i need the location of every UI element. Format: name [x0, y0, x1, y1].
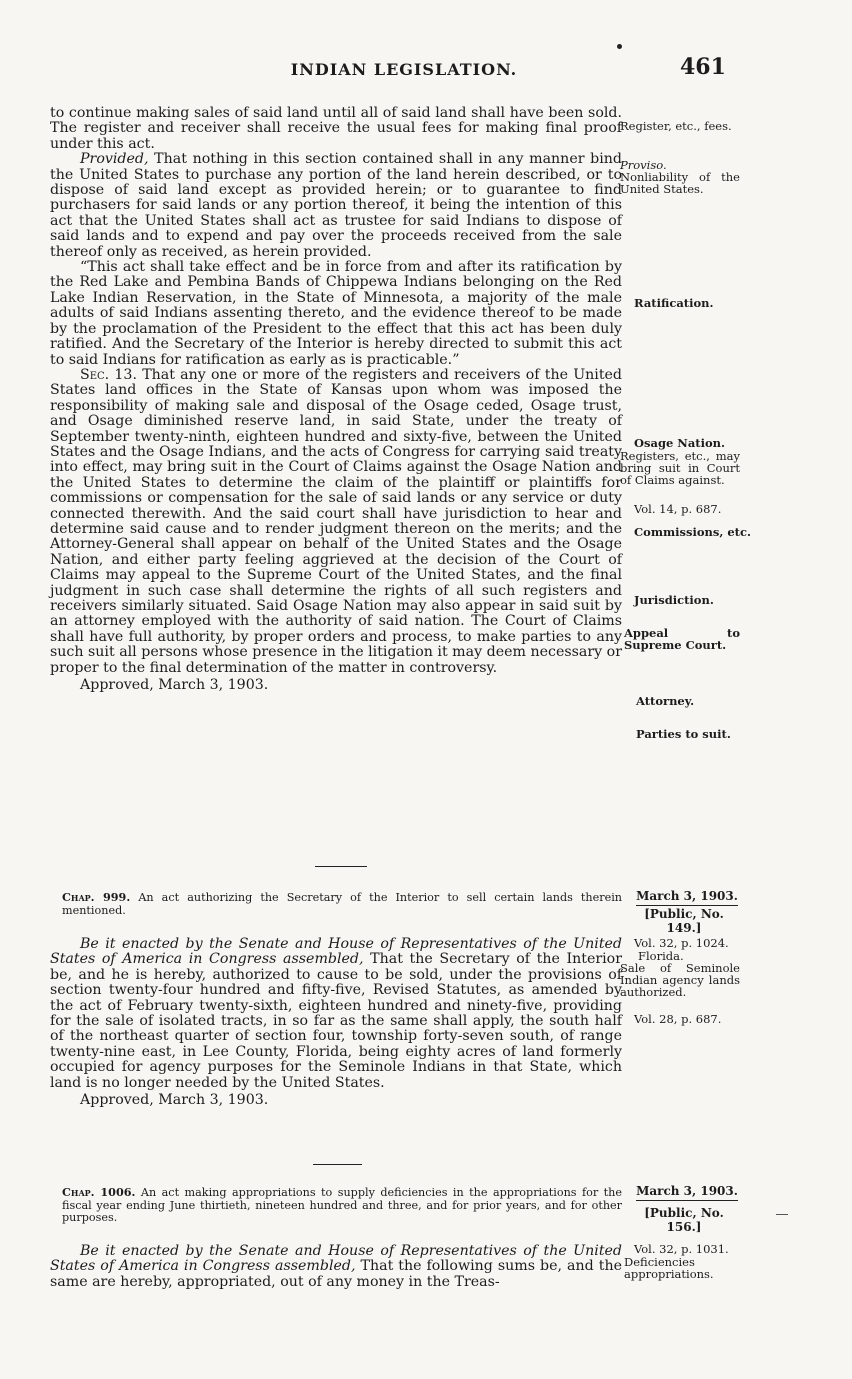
note-commissions: Commissions, etc. [634, 525, 751, 539]
chapter-1006-heading [62, 1186, 622, 1225]
note-osage-nation: Osage Nation. [634, 436, 725, 450]
note-appeal: Appeal to Supreme Court. [624, 626, 740, 652]
paragraph-seminole-sale [50, 937, 622, 1091]
note-vol32-1031: Vol. 32, p. 1031. [634, 1242, 729, 1256]
chapter-999-title: An act authorizing the Secretary of the Interior to sell certain lands therein mentioned. [62, 891, 622, 917]
note-seminole: Sale of Seminole Indian agency lands authorized. [620, 961, 740, 999]
note-vol28: Vol. 28, p. 687. [634, 1012, 722, 1026]
chapter-1006-date: March 3, 1903. [636, 1184, 738, 1198]
main-text-block-1 [50, 106, 622, 693]
paragraph-final-proof: to continue making sales of said land until all of said land shall have been sold. The register and receiver shall receive the usual fees for making final proof under this act. [50, 105, 622, 152]
section-13-text: That any one or more of the registers and receivers of the United States land offices in the State of Kansas upon whom was imposed the responsibility of making sale and disposal of the Osage ceded, Osage trust, and Osage diminished reserve land, in said State, under the treaty of September twenty-ninth, eighteen hundred and sixty-five, between the United States and the Osage Indians, and the acts of Congress for carrying said treaty into effect, may bring suit in the Court of Claims against the Osage Nation and the United States to determine the claim of the plaintiff or plaintiffs for commissions or compensation for the sale of said lands or any service or duty connected therewith. And the said court shall have jurisdiction to hear and determine said cause and to render judgment thereon on the merits; and the Attorney-General shall appear on behalf of the United States and the Osage Nation, and either party feeling aggrieved at the decision of the Court of Claims may appeal to the Supreme Court of the United States, and the final judgment in such case shall determine the rights of all such registers and receivers similarly situated. Said Osage Nation may also appear in said suit by an attorney employed with the authority of said nation. The Court of Claims shall have full authority, by proper orders and process, to make parties to any such suit all persons whose presence in the litigation it may deem necessary or proper to the final determination of the matter in controversy. [50, 366, 622, 676]
chapter-999-number: Chap. 999. [62, 890, 131, 904]
margin-tick [776, 1214, 788, 1215]
chapter-1006-public-number: [Public, No. 156.] [644, 1206, 724, 1234]
paragraph-section-13 [50, 368, 622, 676]
deficiencies-text: That the following sums be, and the same are hereby, appropriated, out of any money in the Treas- [50, 1258, 622, 1290]
note-attorney: Attorney. [636, 694, 695, 708]
approved-line-2: Approved, March 3, 1903. [80, 1092, 269, 1109]
note-florida: Florida. [638, 949, 684, 963]
note-jurisdiction: Jurisdiction. [634, 593, 714, 607]
section-divider [313, 1164, 362, 1165]
approved-line-1: Approved, March 3, 1903. [80, 677, 269, 694]
paragraph-proviso [50, 152, 622, 260]
paragraph-deficiencies [50, 1244, 622, 1290]
proviso-text: That nothing in this section contained shall in any manner bind the United States to purchase any portion of the land herein described, or to dispose of said land except as provided herein; or to guarantee to find purchasers for said lands or any portion thereof, it being the intention of this act that the United States shall act as trustee for said Indians to dispose of said lands and to expend and pay over the proceeds received from the sale thereof only as received, as herein provided. [50, 151, 622, 260]
paragraph-ratification: “This act shall take effect and be in force from and after its ratification by the Red Lake and Pembina Bands of Chippewa Indians belonging on the Red Lake Indian Reservation, in the State of Minnesota, a majority of the male adults of said Indians assenting thereto, and the evidence thereof to be made by the proclamation of the President to the effect that this act has been duly ratified. And the Secretary of the Interior is hereby directed to submit this act to said Indians for ratification as early as is practicable.” [50, 259, 622, 368]
ink-dot [617, 44, 622, 49]
note-deficiencies: Deficiencies appropriations. [624, 1255, 714, 1281]
main-text-block-3 [50, 1244, 622, 1290]
chapter-1006-number: Chap. 1006. [62, 1185, 136, 1199]
chapter-999-date: March 3, 1903. [636, 889, 738, 903]
date-underline [636, 1200, 738, 1201]
seminole-sale-text: That the Secretary of the Interior be, and he is hereby, authorized to cause to be sold, under the provisions of section twenty-four hundred and fifty-five, Revised Statutes, as amended by the act of February twenty-sixth, eighteen hundred and ninety-five, providing for the sale of isolated tracts, in so far as the same shall apply, the south half of the northeast quarter of section four, township forty-seven south, of range twenty-nine east, in Lee County, Florida, being eighty acres of land formerly occupied for agency purposes for the Seminole Indians in that State, which land is no longer needed by the United States. [50, 951, 622, 1091]
date-underline [636, 905, 738, 906]
enacting-clause-2: Be it enacted by the Senate and House of Representatives of the United States of America in Congress assembled, [50, 1243, 622, 1275]
note-vol14: Vol. 14, p. 687. [634, 502, 722, 516]
page-number: 461 [680, 54, 726, 80]
note-vol32-1024: Vol. 32, p. 1024. [634, 936, 729, 950]
note-registers-suit: Registers, etc., may bring suit in Court of Claims against. [620, 449, 740, 487]
note-register-fees: Register, etc., fees. [620, 119, 732, 133]
note-parties: Parties to suit. [636, 727, 731, 741]
main-text-block-2 [50, 937, 622, 1108]
chapter-999-public-number: [Public, No. 149.] [644, 907, 724, 935]
running-head: INDIAN LEGISLATION. [290, 60, 518, 79]
note-nonliability: Nonliability of the United States. [620, 170, 740, 196]
enacting-clause-1: Be it enacted by the Senate and House of Representatives of the United States of America in Congress assembled, [50, 936, 622, 968]
section-lead: Sec. 13. [80, 366, 137, 383]
section-divider [315, 866, 367, 867]
note-ratification: Ratification. [634, 296, 714, 310]
chapter-1006-title: An act making appropriations to supply deficiencies in the appropriations for the fiscal year ending June thirtieth, nineteen hundred and three, and for prior years, and for other purposes. [62, 1186, 623, 1224]
proviso-lead: Provided, [80, 151, 149, 168]
chapter-999-heading [62, 891, 622, 917]
note-proviso: Proviso. [620, 158, 667, 172]
